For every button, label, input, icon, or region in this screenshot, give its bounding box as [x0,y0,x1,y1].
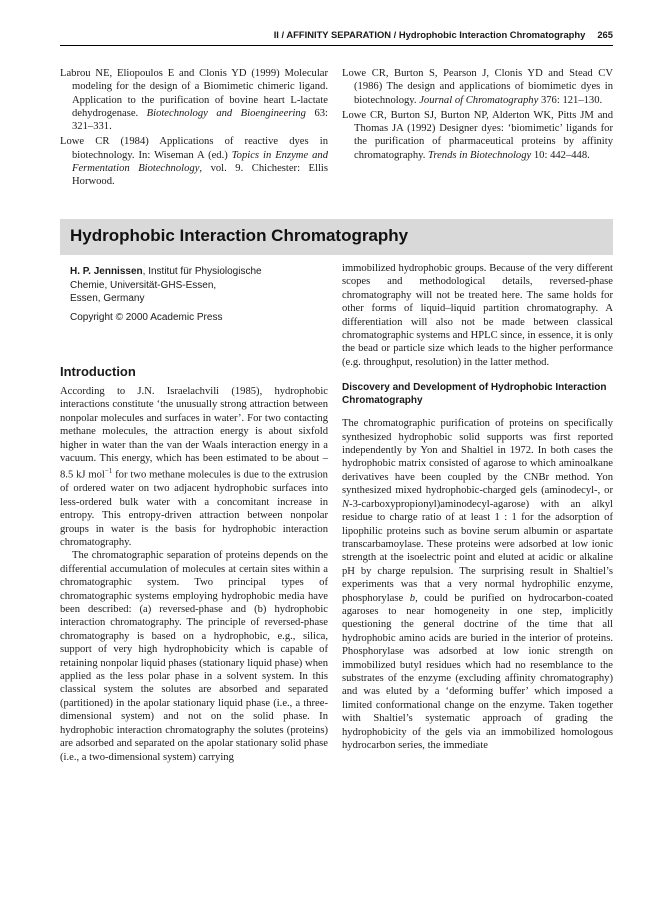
running-title: II / AFFINITY SEPARATION / Hydrophobic Interaction Chromatography [273,29,586,40]
references-right [342,67,613,164]
article-title-banner [60,219,613,255]
reference-item: Labrou NE, Eliopoulos E and Clonis YD (1999) Molecular modeling for the design of a Biomimetic chimeric ligand. Application to the purification of bovine heart L-lactate dehydrogenase. Biotechnology and Bioengineering 63: 321–331. [60,68,328,133]
body-paragraph: immobilized hydrophobic groups. Because of the very different scopes and methodological details, reversed-phase chromatography will not be treated here. The same holds for other forms of liquid–liquid partition chromatography. A differentiation will also not be made between classical chromatographic systems and HPLC since, in essence, it is only the bead or particle size which leads to the higher performance (e.g. throughput, resolution) in the latter method. [342,263,613,368]
body-paragraph: According to J.N. Israelachvili (1985), hydrophobic interactions constitute ‘the unusually strong attraction between nonpolar molecules and surfaces in water’. For two contacting methane molecules, the attraction energy is about sixfold higher in water than the van der Waals interaction energy in a vacuum. This energy, which has been estimated to be about – 8.5 kJ mol$^{-1}$ for two methane molecules is due to the extrusion of ordered water on two adjacent hydrophobic surfaces into less-ordered bulk water with a concomitant increase in entropy. This entropy-driven attraction between nonpolar groups in water is the basis for hydrophobic interaction chromatography. [60,386,328,548]
body-paragraph: The chromatographic separation of proteins depends on the differential accumulation of molecules at certain sites within a chromatographic system. Two principal types of chromatographic systems employing hydrophobic media have been described: (a) reversed-phase and (b) hydrophobic interaction chromatography. The principle of reversed-phase chromatography is based on a hydrophobic, e.g., silica, support of very high hydrophobicity which is capable of retaining nonpolar liquid phases (stationary liquid phase) when applied as the less polar phase in a solvent system. In this classical system the solutes are absorbed and separated (partitioned) in the apolar stationary liquid phase (i.e., a three-dimensional system) and not on the solid phase. In hydrophobic interaction chromatography the solutes (proteins) are adsorbed and separated on the apolar stationary solid phase (i.e., a two-dimensional system) carrying [60,550,328,763]
author-affiliation: Essen, Germany [70,293,145,304]
author-affiliation: , Institut für Physiologische [142,266,262,277]
author-block [70,265,320,306]
body-left-column [60,385,328,764]
section-subheading: Discovery and Development of Hydrophobic Interaction Chromatography [342,382,607,407]
reference-item: Lowe CR (1984) Applications of reactive dyes in biotechnology. In: Wiseman A (ed.) Topics in Enzyme and Fermentation Biotechnology, vol. 9. Chichester: Ellis Horwood. [60,136,329,188]
reference-item: Lowe CR, Burton SJ, Burton NP, Alderton WK, Pitts JM and Thomas JA (1992) Designer dyes: ‘biomimetic’ ligands for the purification of pharmaceutical proteins by affinity chromatography. Trends in Biotechnology 10: 442–448. [342,109,613,161]
page-number: 265 [597,29,613,40]
author-name: H. P. Jennissen [70,266,143,277]
references-left [60,67,328,191]
article-title: Hydrophobic Interaction Chromatography [70,226,409,245]
author-affiliation: Chemie, Universität-GHS-Essen, [70,279,217,291]
section-heading-introduction: Introduction [60,364,136,379]
body-paragraph: The chromatographic purification of proteins on specifically synthesized hydrophobic solid supports was first reported independently by Yon and Shaltiel in 1972. In both cases the hydrophobic matrix consisted of agarose to which aminoalkane derivatives have been coupled by the CNBr method. Yon synthesized mixed hydrophobic-charged gels (aminodecyl-, or N-3-carboxypropionyl)aminodecyl-agarose) with an alkyl residue to charge ratio of at least 1 : 1 for the adsorption of lipophilic proteins such as bovine serum albumin or aspartate transcarbamoylase. These proteins were adsorbed at low ionic strength at the isoelectric point and eluted at acidic or alkaline pH by charge repulsion. The surprising result in Shaltiel’s experiments was that a very normal hydrophilic enzyme, phosphorylase b, could be purified on hydrocarbon-coated agaroses to near homogeneity in one step, implicitly questioning the general doctrine of the time that all hydrophobic amino acids are buried in the interior of proteins. Phosphorylase was adsorbed at low ionic strength on immobilized butyl residues which had no resemblance to the substrates of the enzyme (excluding affinity chromatography) and was eluted by a ‘deforming buffer’ which imposed a limited conformational change on the enzyme. Taken together with Shaltiel’s systematic approach of grading the hydrophobicity of the gels via an immobilized homologous hydrocarbon series, the immediate [342,418,613,751]
body-right-column [342,262,613,752]
reference-item: Lowe CR, Burton S, Pearson J, Clonis YD and Stead CV (1986) The design and applications of biomimetic dyes in biotechnology. Journal of Chromatography 376: 121–130. [342,68,613,106]
running-header [60,29,613,46]
copyright-line: Copyright © 2000 Academic Press [70,312,223,323]
